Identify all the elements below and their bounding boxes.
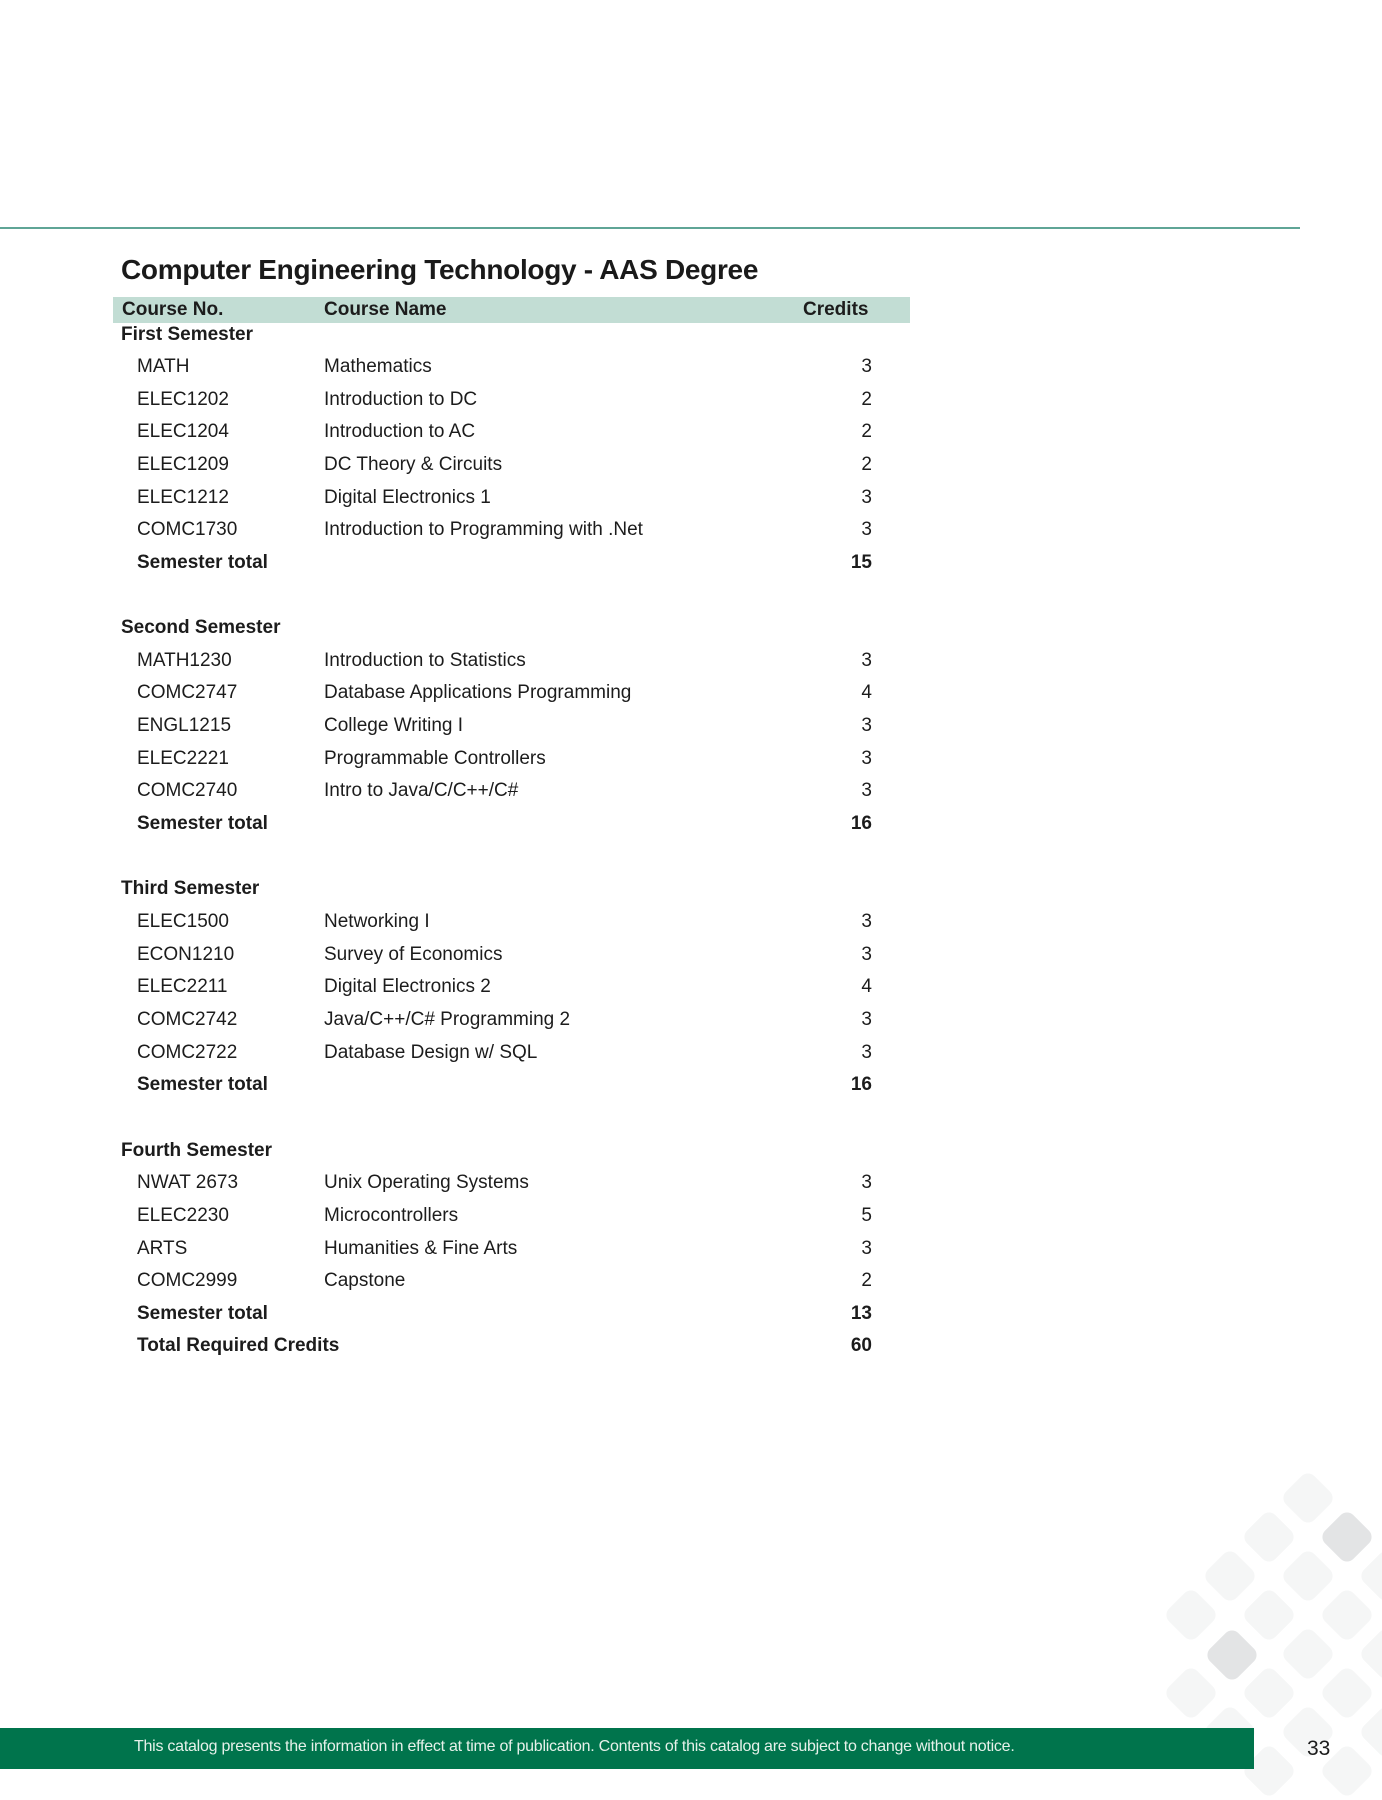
semester-total-value: 13 [850,1303,872,1324]
table-row [0,1238,1382,1268]
diamond-shape [1202,1548,1259,1605]
course-name: Intro to Java/C/C++/C# [324,780,519,801]
course-code: ELEC1209 [137,454,229,475]
table-row [0,715,1382,745]
diamond-shape [1163,1665,1220,1722]
course-code: ELEC2230 [137,1205,229,1226]
course-credits: 3 [861,780,872,801]
course-name: Microcontrollers [324,1205,459,1226]
semester-total-row [0,1303,1382,1333]
diamond-shape [1280,1470,1337,1527]
semester-total-row [0,813,1382,843]
course-credits: 3 [861,487,872,508]
course-code: ARTS [137,1238,188,1259]
semester-total-row [0,1074,1382,1104]
course-code: COMC2722 [137,1042,238,1063]
top-rule [0,227,1300,229]
semester-label: Second Semester [121,617,281,638]
semester-label: Third Semester [121,878,260,899]
table-row [0,421,1382,451]
course-code: COMC2999 [137,1270,238,1291]
course-credits: 4 [861,682,872,703]
table-row [0,911,1382,941]
course-code: ELEC2211 [137,976,228,997]
semester-total-value: 15 [850,552,872,573]
diamond-shape [1319,1665,1376,1722]
table-row [0,1172,1382,1202]
course-credits: 3 [861,748,872,769]
table-row [0,356,1382,386]
course-name: Digital Electronics 1 [324,487,491,508]
diamond-shape [1241,1509,1298,1566]
course-credits: 3 [861,944,872,965]
course-code: NWAT 2673 [137,1172,239,1193]
table-row [0,748,1382,778]
course-name: Java/C++/C# Programming 2 [324,1009,571,1030]
semester-heading [0,617,1382,647]
course-credits: 2 [861,454,872,475]
course-code: COMC1730 [137,519,238,540]
course-name: Introduction to Programming with .Net [324,519,643,540]
semester-label: Fourth Semester [121,1140,272,1161]
diamond-shape [1358,1548,1382,1605]
diamond-shape [1358,1704,1382,1761]
diamond-shape [1358,1626,1382,1683]
course-name: Digital Electronics 2 [324,976,491,997]
course-name: Introduction to Statistics [324,650,526,671]
course-name: Survey of Economics [324,944,503,965]
grand-total-label: Total Required Credits [137,1335,340,1356]
diamond-shape [1241,1587,1298,1644]
grand-total-value: 60 [850,1335,872,1356]
course-code: COMC2747 [137,682,238,703]
course-credits: 2 [861,1270,872,1291]
course-code: ELEC1500 [137,911,229,932]
semester-total-label: Semester total [137,813,268,834]
header-course-no: Course No. [122,299,224,320]
course-credits: 4 [861,976,872,997]
semester-heading [0,878,1382,908]
course-credits: 3 [861,911,872,932]
header-course-name: Course Name [324,299,447,320]
diamond-shape [1280,1626,1337,1683]
course-name: Networking I [324,911,430,932]
table-row [0,1042,1382,1072]
table-row [0,519,1382,549]
course-credits: 3 [861,715,872,736]
course-code: MATH [137,356,190,377]
table-row [0,487,1382,517]
footer-bar [0,1728,1254,1769]
course-name: DC Theory & Circuits [324,454,503,475]
course-name: Humanities & Fine Arts [324,1238,518,1259]
course-code: ELEC2221 [137,748,229,769]
course-code: ELEC1202 [137,389,229,410]
page-title: Computer Engineering Technology - AAS Degree [121,254,759,285]
course-name: College Writing I [324,715,464,736]
course-credits: 3 [861,1238,872,1259]
table-row [0,976,1382,1006]
semester-heading [0,1140,1382,1170]
course-code: ECON1210 [137,944,235,965]
course-credits: 3 [861,519,872,540]
course-code: ELEC1212 [137,487,229,508]
table-row [0,650,1382,680]
semester-total-value: 16 [850,1074,872,1095]
course-credits: 5 [861,1205,872,1226]
course-name: Mathematics [324,356,432,377]
table-row [0,682,1382,712]
course-credits: 3 [861,1009,872,1030]
course-credits: 2 [861,389,872,410]
course-credits: 3 [861,650,872,671]
semester-total-label: Semester total [137,552,268,573]
course-name: Introduction to DC [324,389,478,410]
course-credits: 2 [861,421,872,442]
course-name: Database Design w/ SQL [324,1042,538,1063]
diamond-shape [1241,1665,1298,1722]
grand-total-row [0,1335,1382,1365]
footer-notice: This catalog presents the information in effect at time of publication. Contents of this catalog are subject to change without notice. [134,1738,1015,1755]
table-row [0,389,1382,419]
course-name: Introduction to AC [324,421,476,442]
diamond-shape [1280,1548,1337,1605]
table-row [0,1270,1382,1300]
semester-label: First Semester [121,324,254,345]
semester-total-label: Semester total [137,1303,268,1324]
table-row [0,1009,1382,1039]
table-header [113,297,910,323]
course-credits: 3 [861,356,872,377]
course-code: ENGL1215 [137,715,232,736]
table-row [0,1205,1382,1235]
diamond-shape [1319,1509,1376,1566]
semester-heading [0,324,1382,354]
diamond-shape [1204,1627,1261,1684]
course-name: Database Applications Programming [324,682,632,703]
course-name: Capstone [324,1270,406,1291]
course-credits: 3 [861,1042,872,1063]
course-credits: 3 [861,1172,872,1193]
course-code: COMC2742 [137,1009,238,1030]
diamond-shape [1319,1587,1376,1644]
diamond-shape [1163,1587,1220,1644]
course-code: MATH1230 [137,650,232,671]
course-code: ELEC1204 [137,421,229,442]
page-number: 33 [1307,1737,1331,1760]
semester-total-row [0,552,1382,582]
table-row [0,944,1382,974]
table-row [0,780,1382,810]
course-code: COMC2740 [137,780,238,801]
semester-total-label: Semester total [137,1074,268,1095]
table-row [0,454,1382,484]
semester-total-value: 16 [850,813,872,834]
header-credits: Credits [803,299,869,320]
course-name: Unix Operating Systems [324,1172,529,1193]
course-name: Programmable Controllers [324,748,546,769]
